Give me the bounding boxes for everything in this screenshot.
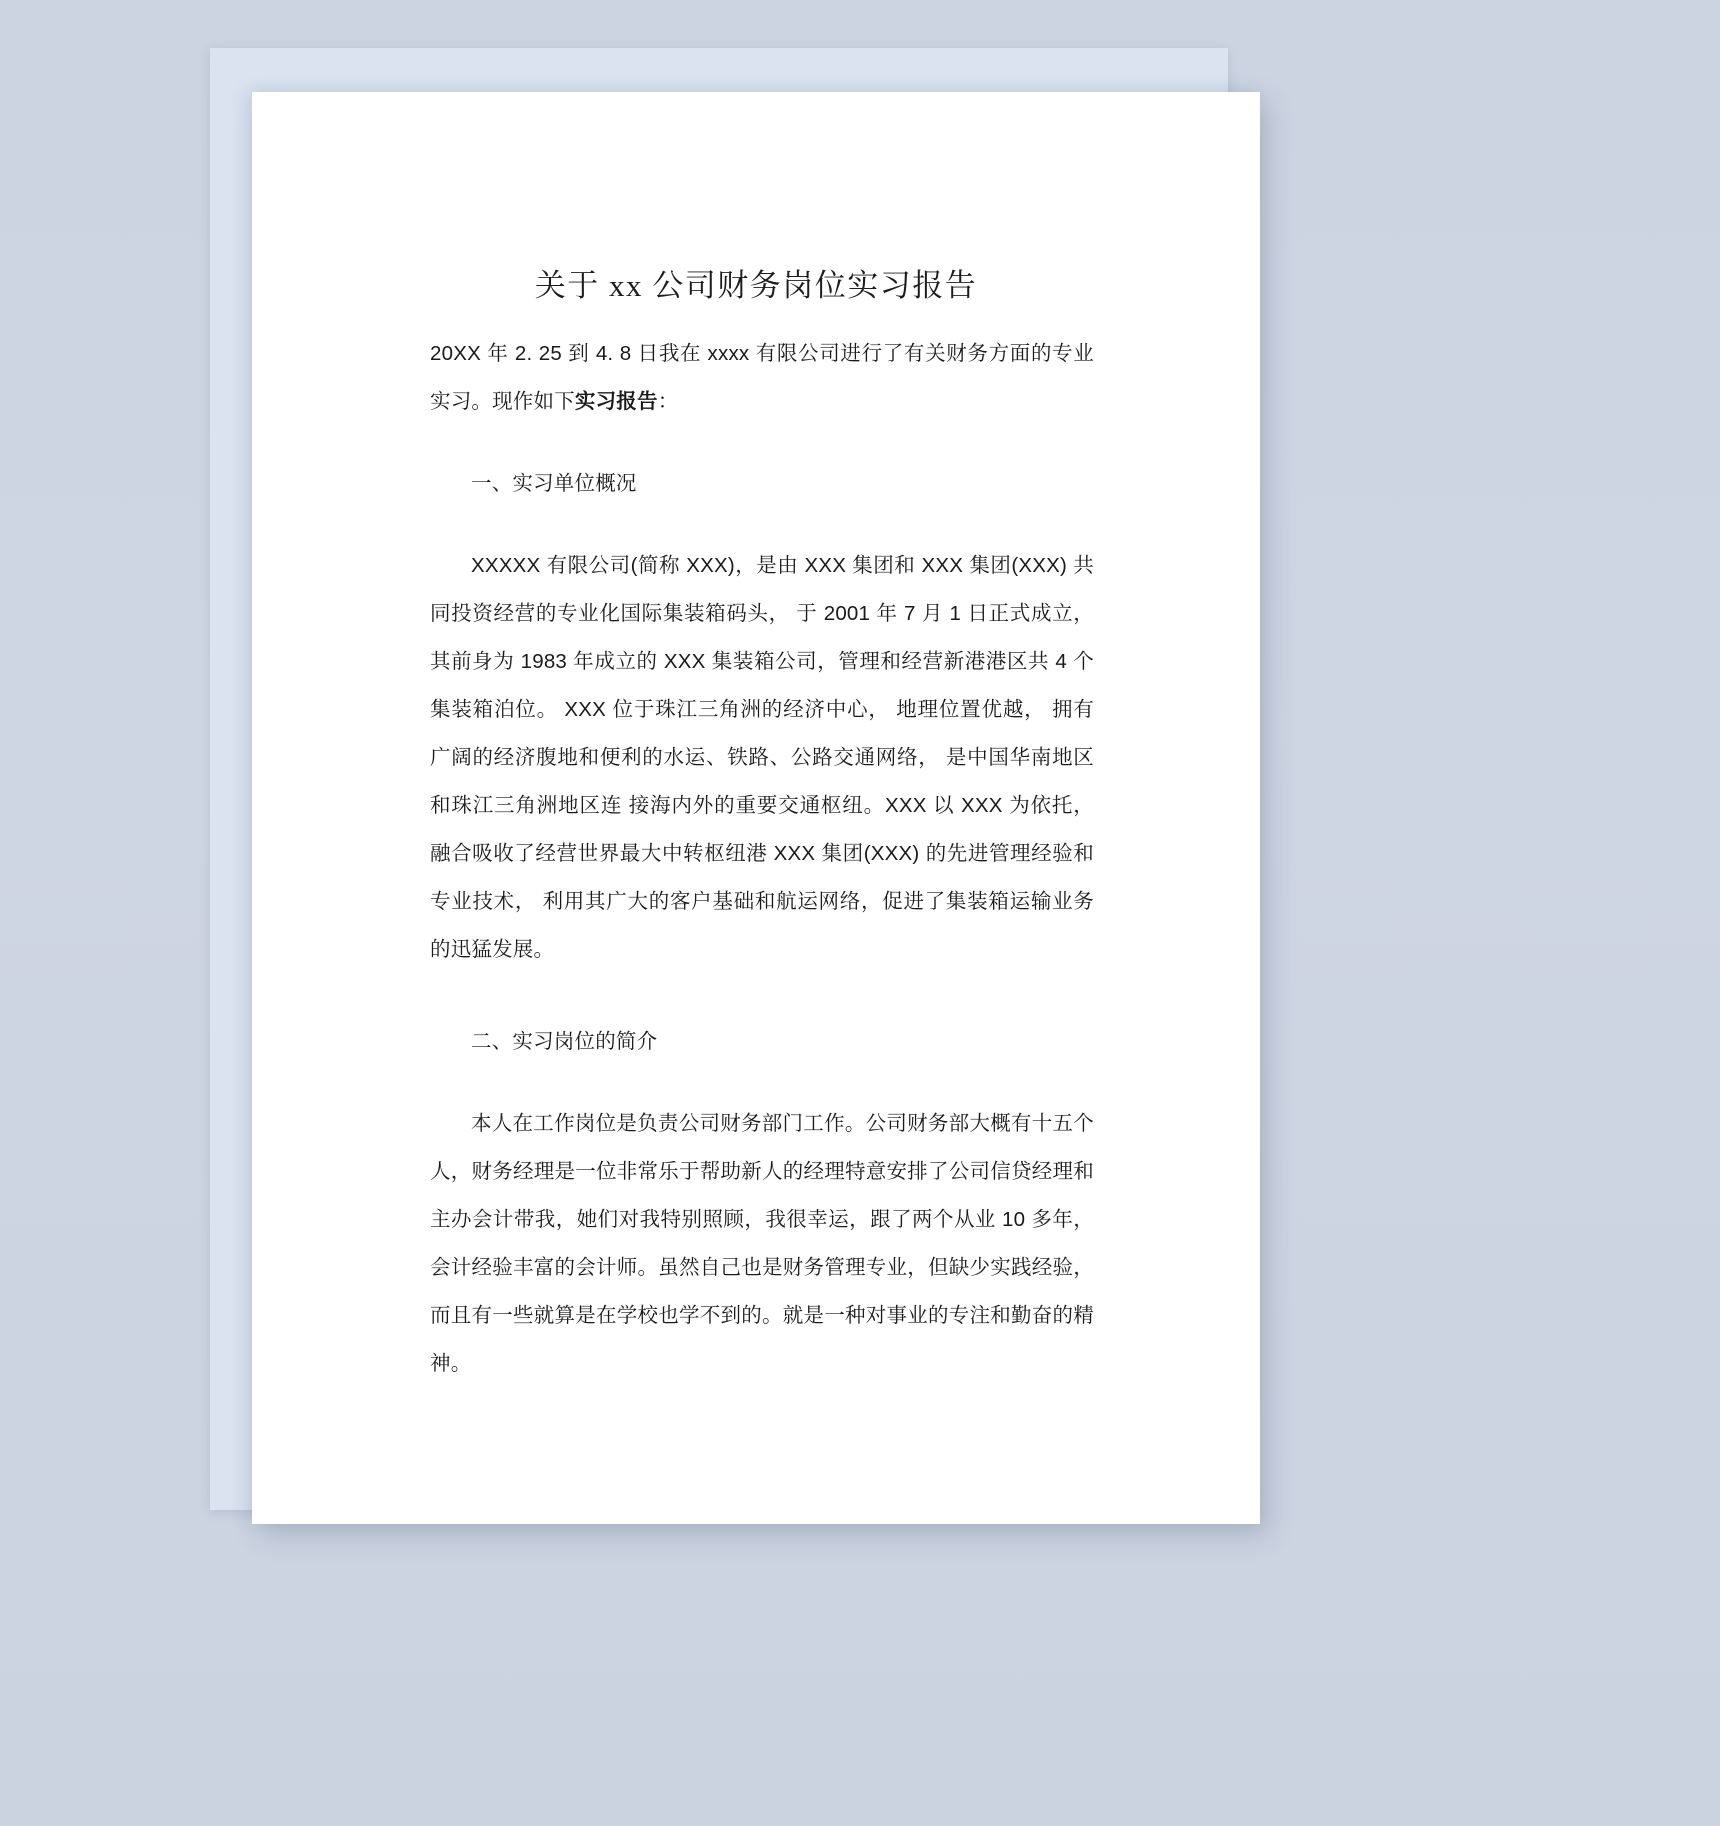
section-paragraph-1: XXXXX 有限公司(简称 XXX)，是由 XXX 集团和 XXX 集团(XXX) 共同投资经营的专业化国际集装箱码头， 于 2001 年 7 月 1 日正式成立，其前身为 1983 年成立的 XXX 集装箱公司，管理和经营新港港区共 4 个集装箱泊位。 XXX 位于珠江三角洲的经济中心， 地理位置优越， 拥有广阔的经济腹地和便利的水运、铁路、公路交通网络， 是中国华南地区和珠江三角洲地区连 接海内外的重要交通枢纽。XXX 以 XXX 为依托， 融合吸收了经营世界最大中转枢纽港 XXX 集团(XXX) 的先进管理经验和专业技术， 利用其广大的客户基础和航运网络，促进了集装箱运输业务的迅猛发展。: [430, 554, 1094, 961]
section-heading-2: 二、实习岗位的简介: [471, 1030, 658, 1053]
intro-bold-text: 实习报告: [574, 390, 658, 413]
section-paragraph-2: 本人在工作岗位是负责公司财务部门工作。公司财务部大概有十五个人，财务经理是一位非常乐于帮助新人的经理特意安排了公司信贷经理和主办会计带我，她们对我特别照顾，我很幸运，跟了两个从业 10 多年，会计经验丰富的会计师。虽然自己也是财务管理专业，但缺少实践经验，而且有一些就算是在学校也学不到的。就是一种对事业的专注和勤奋的精神。: [430, 1112, 1094, 1375]
document-page: [252, 92, 1260, 1524]
spacer: [430, 508, 1094, 542]
intro-lead-text: 20XX 年 2. 25 到 4. 8 日我在 xxxx 有限公司进行了有关财务方面的专业实习。现作如下: [430, 342, 1094, 413]
spacer: [430, 1066, 1094, 1100]
document-title: 关于 xx 公司财务岗位实习报告: [534, 268, 978, 303]
section-heading-1: 一、实习单位概况: [471, 472, 637, 495]
spacer: [430, 974, 1094, 1018]
intro-tail-text: ：: [657, 390, 679, 413]
document-body: [430, 330, 1094, 1388]
spacer: [430, 426, 1094, 460]
document-page-content: [252, 92, 1260, 1524]
intro-paragraph: [430, 330, 1094, 426]
